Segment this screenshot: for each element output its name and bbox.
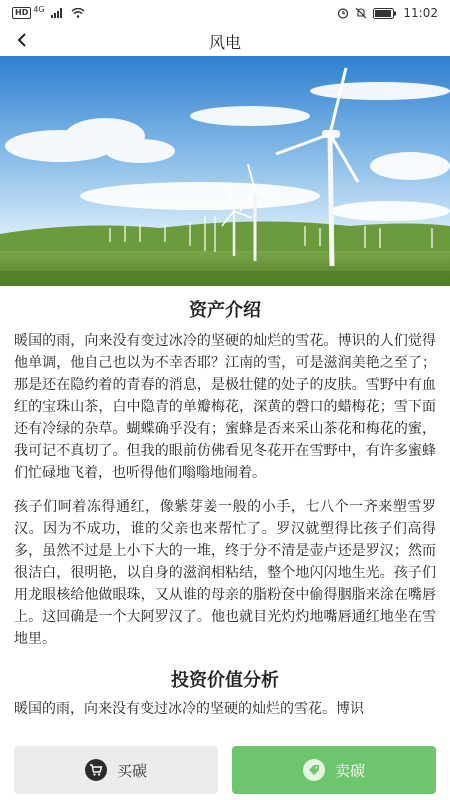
tag-icon: [303, 759, 325, 781]
status-bar: [0, 0, 450, 26]
mute-icon: [355, 7, 367, 19]
nav-bar: [0, 26, 450, 56]
sell-carbon-button[interactable]: [232, 746, 436, 794]
alarm-icon: [337, 7, 349, 19]
buy-label: 买碳: [116, 761, 147, 780]
section-heading-asset-intro: 资产介绍: [189, 300, 261, 321]
page-title: 风电: [208, 32, 241, 52]
action-bar: [0, 740, 450, 800]
buy-carbon-button[interactable]: [14, 746, 218, 794]
cart-icon: [85, 759, 107, 781]
signal-icon: [51, 8, 65, 18]
clock: 11:02: [403, 6, 438, 20]
battery-icon: [373, 8, 397, 19]
paragraph: 暖国的雨，向来没有变过冰冷的坚硬的灿烂的雪花。博识的人们觉得他单调，他自己也以为不幸否耶？江南的雪，可是滋润美艳之至了；那是还在隐约着的青春的消息，是极壮健的处子的皮肤。雪野中有血红的宝珠山茶，白中隐青的单瓣梅花，深黄的磬口的蜡梅花；雪下面还有冷绿的杂草。蝴蝶确乎没有；蜜蜂是否来采山茶花和梅花的蜜，我可记不真切了。但我的眼前仿佛看见冬花开在雪野中，有许多蜜蜂们忙碌地飞着，也听得他们嗡嗡地闹着。: [14, 333, 436, 481]
paragraph: 孩子们呵着冻得通红，像紫芽姜一般的小手，七八个一齐来塑雪罗汉。因为不成功，谁的父亲也来帮忙了。罗汉就塑得比孩子们高得多，虽然不过是上小下大的一堆，终于分不清是壶卢还是罗汉；然而很洁白，很明艳，以自身的滋润相粘结，整个地闪闪地生光。孩子们用龙眼核给他做眼珠，又从谁的母亲的脂粉奁中偷得胭脂来涂在嘴唇上。这回确是一个大阿罗汉了。他也就目光灼灼地嘴唇通红地坐在雪地里。: [14, 499, 436, 647]
sell-label: 卖碳: [334, 761, 365, 780]
hd-badge: HD: [12, 7, 31, 19]
back-button[interactable]: [10, 28, 34, 52]
section-heading-investment-analysis: 投资价值分析: [171, 670, 279, 691]
chevron-left-icon: [16, 32, 28, 48]
paragraph: 暖国的雨，向来没有变过冰冷的坚硬的灿烂的雪花。博识: [14, 701, 364, 716]
wifi-icon: [71, 8, 85, 18]
wind-turbine-image: [0, 56, 450, 286]
network-label: 4G: [33, 4, 45, 14]
